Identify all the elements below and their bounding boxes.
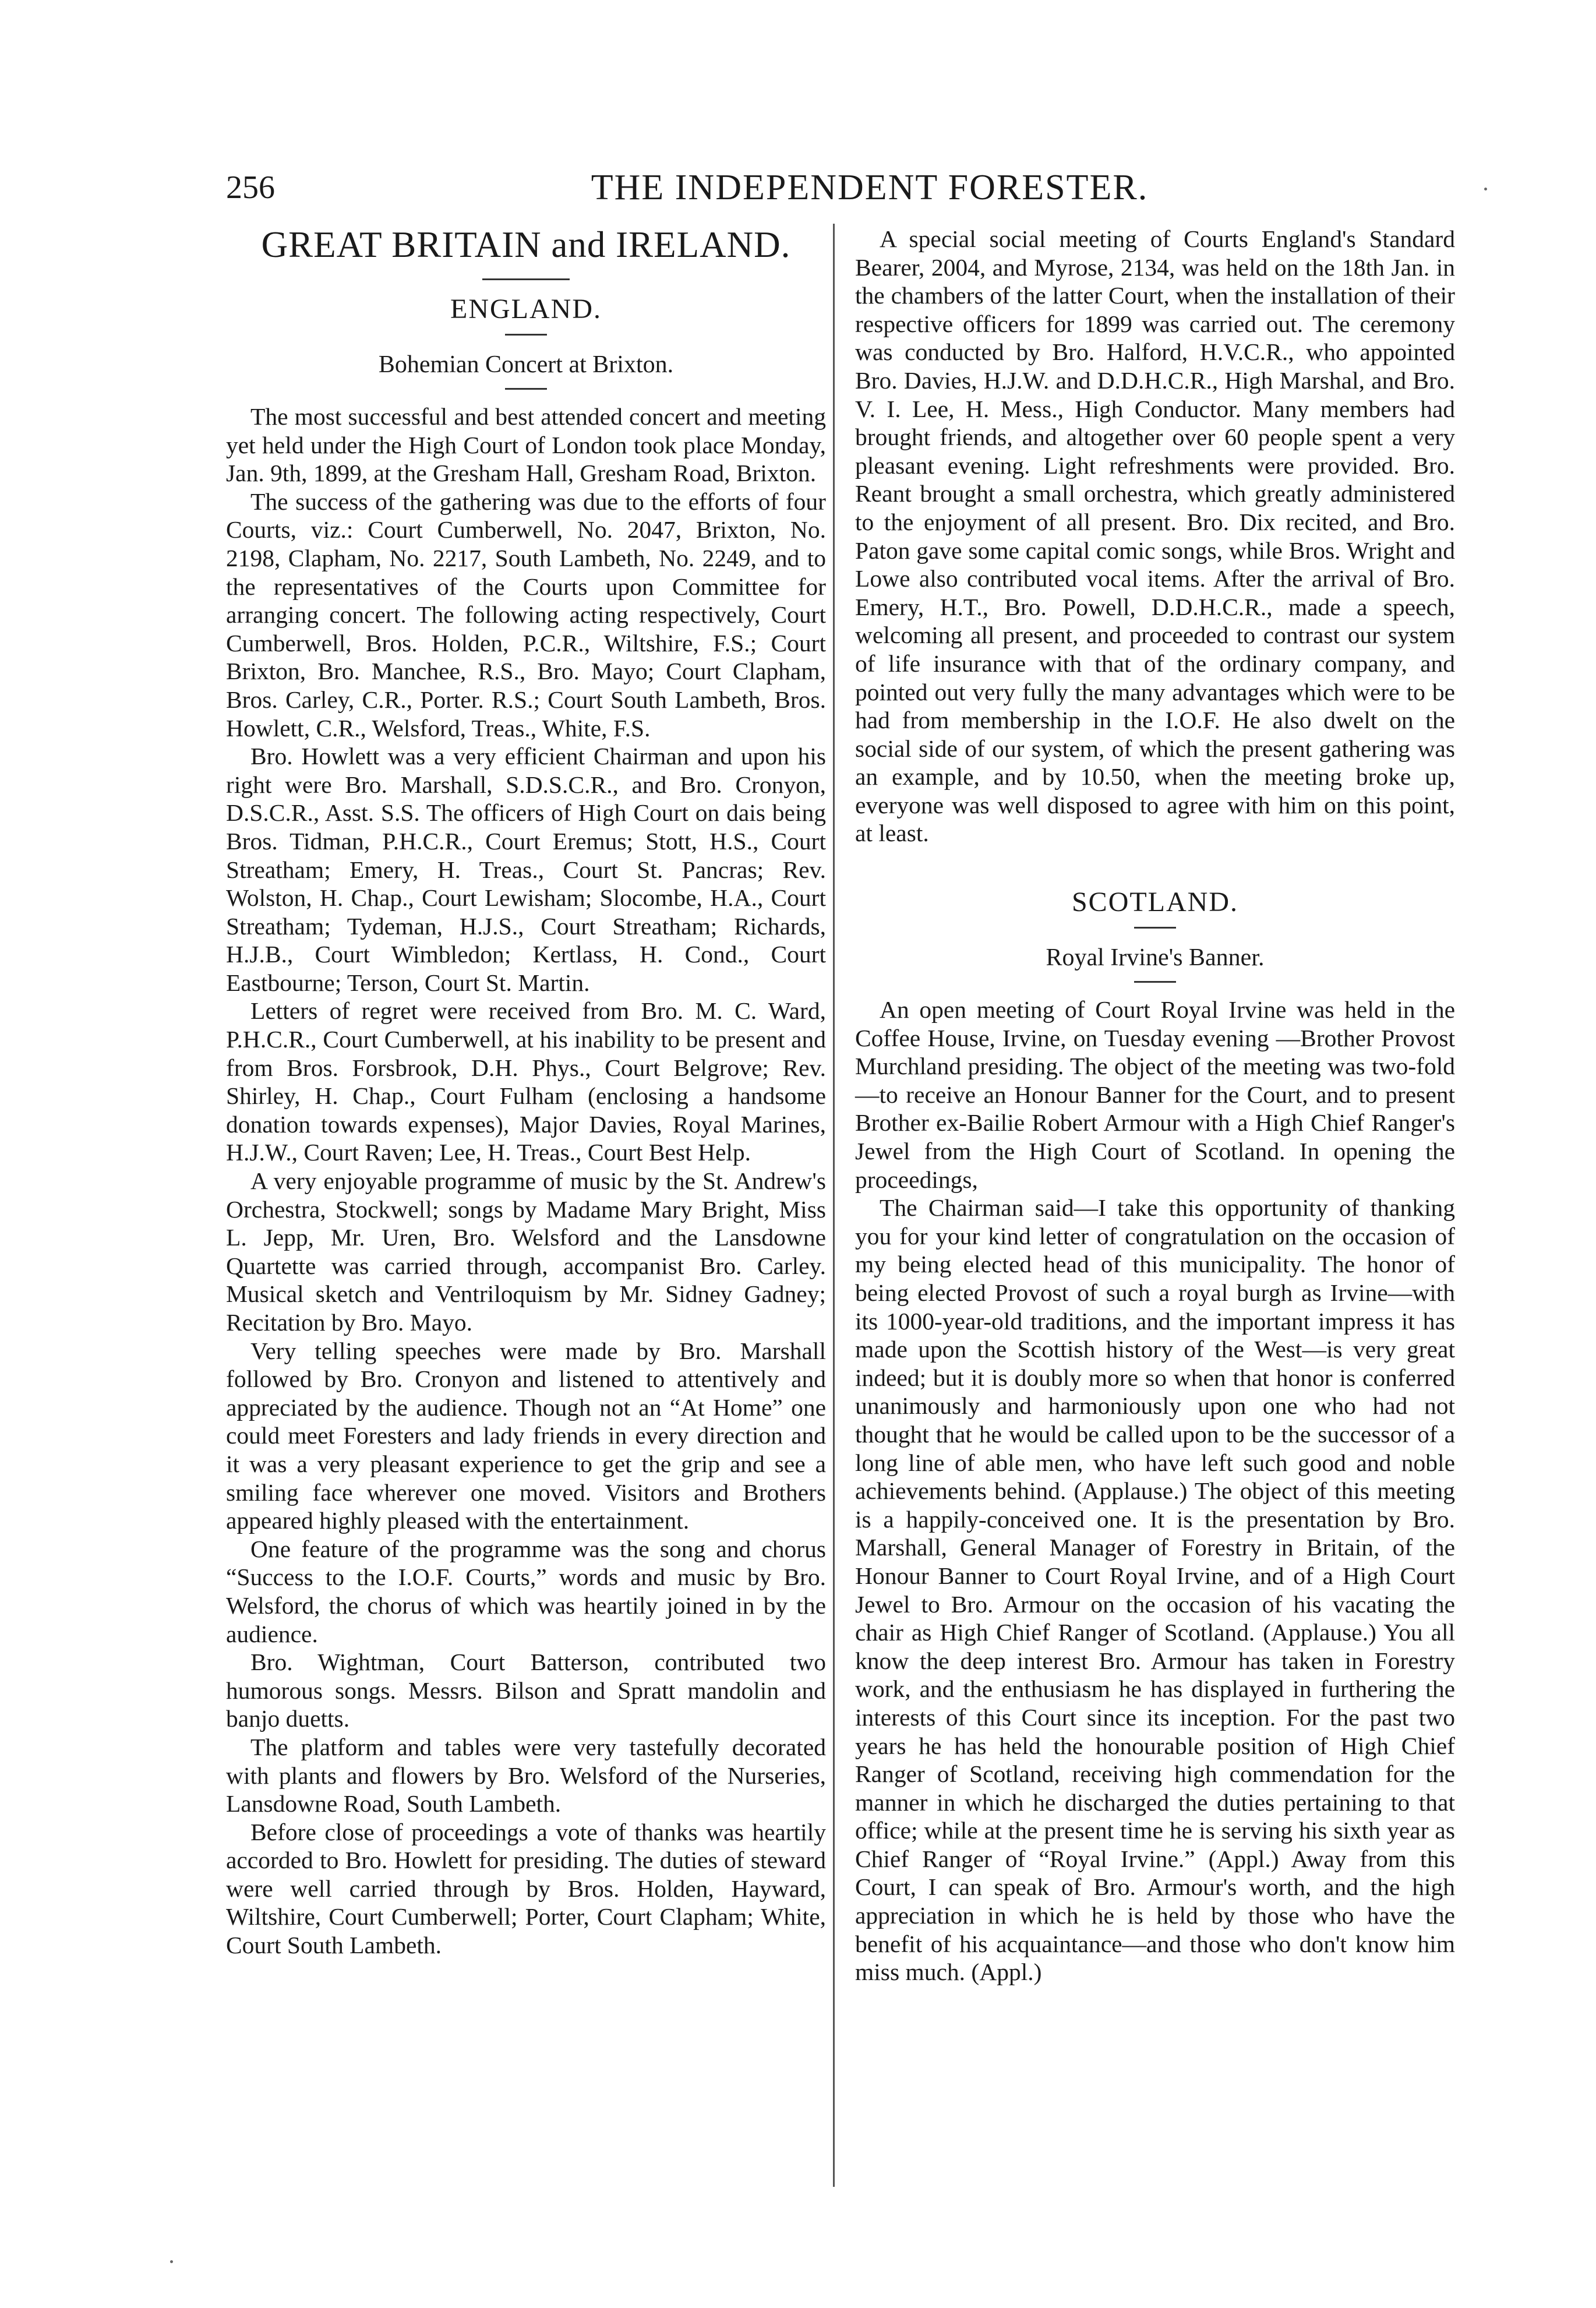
- article-paragraph: The Chairman said—I take this opportunity of thanking you for your kind letter of congratulation on the occasion of my being elected head of this municipality. The honor of being elected Provost of such a royal burgh as Irvine—with its 1000-year-old traditions, and the important impress it has made upon the Scottish history of the West—is very great indeed; but it is doubly more so when that honor is conferred unanimously and harmoniously upon one who had not thought that he would be called upon to be the successor of a long line of able men, who have left such good and noble achievements behind. (Applause.) The object of this meeting is a happily-conceived one. It is the presentation by Bro. Marshall, General Manager of Forestry in Britain, of the Honour Banner to Court Royal Irvine, and of a High Court Jewel to Bro. Armour on the occasion of his vacating the chair as High Chief Ranger of Scotland. (Applause.) You all know the deep interest Bro. Armour has taken in Forestry work, and the enthusiasm he has displayed in furthering the interests of this Court since its inception. For the past two years he has held the honourable position of High Chief Ranger of Scotland, receiving high commendation for the manner in which he discharged the duties pertaining to that office; while at the present time he is serving his sixth year as Chief Ranger of “Royal Irvine.” (Appl.) Away from this Court, I can speak of Bro. Armour's worth, and the high appreciation in which he is held by those who have the benefit of his acquaintance—and those who don't know him miss much. (Appl.): [855, 1194, 1455, 1986]
- article-paragraph-installation: A special social meeting of Courts England's Standard Bearer, 2004, and Myrose, 2134, was held on the 18th Jan. in the chambers of the latter Court, when the installation of their respective officers for 1899 was carried out. The ceremony was conducted by Bro. Halford, H.V.C.R., who appointed Bro. Davies, H.J.W. and D.D.H.C.R., High Marshal, and Bro. V. I. Lee, H. Mess., High Conductor. Many members had brought friends, and altogether over 60 people spent a very pleasant evening. Light refreshments were provided. Bro. Reant brought a small orchestra, which greatly administered to the enjoyment of all present. Bro. Dix recited, and Bro. Paton gave some capital comic songs, while Bros. Wright and Lowe also contributed vocal items. After the arrival of Bro. Emery, H.T., Bro. Powell, D.D.H.C.R., made a speech, welcoming all present, and proceeded to contrast our system of life insurance with that of the ordinary company, and pointed out very fully the many advantages which were to be had from membership in the I.O.F. He also dwelt on the social side of our system, of which the present gathering was an example, and by 10.50, when the meeting broke up, everyone was well disposed to agree with him on this point, at least.: [855, 225, 1455, 847]
- article-title-brixton: Bohemian Concert at Brixton.: [378, 351, 674, 378]
- article-paragraph: The most successful and best attended concert and meeting yet held under the High Court of London took place Monday, Jan. 9th, 1899, at the Gresham Hall, Gresham Road, Brixton.: [226, 403, 826, 487]
- heading-rule: [505, 388, 547, 390]
- publication-title: THE INDEPENDENT FORESTER.: [591, 168, 1149, 207]
- left-column: [226, 221, 826, 1960]
- section-spacer: [855, 848, 1455, 885]
- article-paragraph: The success of the gathering was due to the efforts of four Courts, viz.: Court Cumberwell, No. 2047, Brixton, No. 2198, Clapham, No. 2217, South Lambeth, No. 2249, and to the representatives of the Courts upon Committee for arranging concert. The following acting respectively, Court Cumberwell, Bros. Holden, P.C.R., Wiltshire, F.S.; Court Brixton, Bro. Manchee, R.S., Bro. Mayo; Court Clapham, Bros. Carley, C.R., Porter. R.S.; Court South Lambeth, Bros. Howlett, C.R., Welsford, Treas., White, F.S.: [226, 488, 826, 742]
- column-divider: [833, 224, 835, 2187]
- heading-rule: [1134, 981, 1176, 983]
- section-title: GREAT BRITAIN and IRELAND.: [261, 224, 791, 265]
- article-title-irvine: Royal Irvine's Banner.: [1046, 944, 1265, 972]
- heading-rule: [1134, 927, 1176, 929]
- article-paragraph: Letters of regret were received from Bro. M. C. Ward, P.H.C.R., Court Cumberwell, at his inability to be present and from Bros. Forsbrook, D.H. Phys., Court Belgrove; Rev. Shirley, H. Chap., Court Fulham (enclosing a handsome donation towards expenses), Major Davies, Royal Marines, H.J.W., Court Raven; Lee, H. Treas., Court Best Help.: [226, 997, 826, 1166]
- article-paragraph: Before close of proceedings a vote of thanks was heartily accorded to Bro. Howlett for presiding. The duties of steward were well carried through by Bros. Holden, Hayward, Wiltshire, Court Cumberwell; Porter, Court Clapham; White, Court South Lambeth.: [226, 1818, 826, 1959]
- page-number: 256: [226, 170, 275, 206]
- article-paragraph: The platform and tables were very tastefully decorated with plants and flowers by Bro. Welsford of the Nurseries, Lansdowne Road, South Lambeth.: [226, 1733, 826, 1818]
- article-paragraph: Very telling speeches were made by Bro. Marshall followed by Bro. Cronyon and listened to attentively and appreciated by the audience. Though not an “At Home” one could meet Foresters and lady friends in every direction and it was a very pleasant experience to get the grip and see a smiling face wherever one moved. Visitors and Brothers appeared highly pleased with the entertainment.: [226, 1337, 826, 1534]
- article-paragraph: Bro. Howlett was a very efficient Chairman and upon his right were Bro. Marshall, S.D.S.C.R., and Bro. Cronyon, D.S.C.R., Asst. S.S. The officers of High Court on dais being Bros. Tidman, P.H.C.R., Court Eremus; Stott, H.S., Court Streatham; Emery, H. Treas., Court St. Pancras; Rev. Wolston, H. Chap., Court Lewisham; Slocombe, H.A., Court Streatham; Tydeman, H.J.S., Court Streatham; Richards, H.J.B., Court Wimbledon; Kertlass, H. Cond., Court Eastbourne; Terson, Court St. Martin.: [226, 743, 826, 996]
- print-speck: [1484, 188, 1487, 190]
- region-heading-scotland: SCOTLAND.: [1071, 887, 1238, 918]
- heading-rule: [505, 334, 547, 336]
- article-paragraph: Bro. Wightman, Court Batterson, contributed two humorous songs. Messrs. Bilson and Spratt mandolin and banjo duetts.: [226, 1649, 826, 1732]
- article-paragraph: A very enjoyable programme of music by the St. Andrew's Orchestra, Stockwell; songs by Madame Mary Bright, Miss L. Jepp, Mr. Uren, Bro. Welsford and the Lansdowne Quartette was carried through, accompanist Bro. Carley. Musical sketch and Ventriloquism by Mr. Sidney Gadney; Recitation by Bro. Mayo.: [226, 1167, 826, 1336]
- title-rule: [482, 278, 570, 280]
- right-column: [855, 221, 1455, 1986]
- region-heading-england: ENGLAND.: [450, 294, 602, 324]
- print-speck: [170, 2260, 173, 2263]
- running-head: [226, 164, 1513, 211]
- article-paragraph: An open meeting of Court Royal Irvine was held in the Coffee House, Irvine, on Tuesday evening —Brother Provost Murchland presiding. The object of the meeting was two-fold—to receive an Honour Banner for the Court, and to present Brother ex-Bailie Robert Armour with a High Chief Ranger's Jewel from the High Court of Scotland. In opening the proceedings,: [855, 996, 1455, 1193]
- article-paragraph: One feature of the programme was the song and chorus “Success to the I.O.F. Courts,” words and music by Bro. Welsford, the chorus of which was heartily joined in by the audience.: [226, 1535, 826, 1647]
